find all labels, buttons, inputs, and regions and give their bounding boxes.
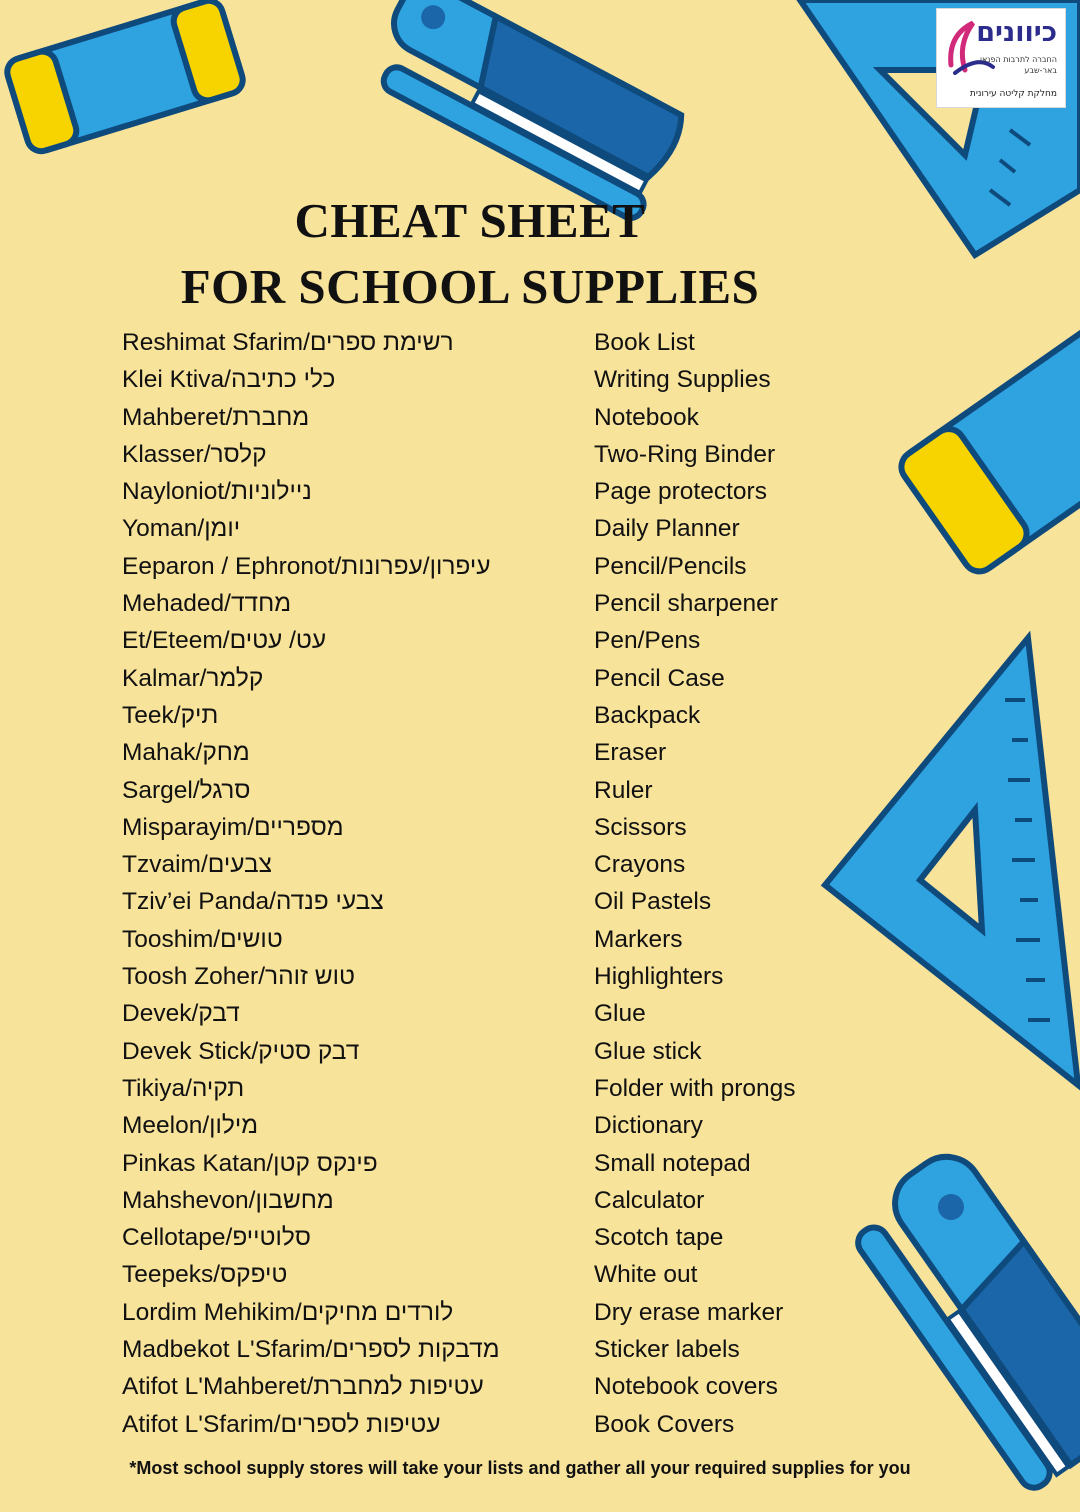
english-term: Glue stick xyxy=(594,1037,702,1065)
list-item xyxy=(0,510,1080,547)
list-item xyxy=(0,995,1080,1032)
english-term: Pencil sharpener xyxy=(594,590,778,618)
hebrew-term: מחברת/Mahberet xyxy=(122,403,310,431)
english-term: Eraser xyxy=(594,739,667,767)
list-item xyxy=(0,921,1080,958)
hebrew-term: ניילוניות/Nayloniot xyxy=(122,478,312,506)
english-term: Backpack xyxy=(594,701,701,729)
hebrew-term: מילון/Meelon xyxy=(122,1112,259,1140)
list-item xyxy=(0,1070,1080,1107)
list-item xyxy=(0,1219,1080,1256)
hebrew-term: טוש זוהר/Toosh Zoher xyxy=(122,963,355,991)
list-item xyxy=(0,846,1080,883)
english-term: Book Covers xyxy=(594,1410,735,1438)
english-term: Highlighters xyxy=(594,963,724,991)
hebrew-term: תקיה/Tikiya xyxy=(122,1074,245,1102)
english-term: Pen/Pens xyxy=(594,627,701,655)
list-item xyxy=(0,473,1080,510)
hebrew-term: צבעי פנדה/Tziv’ei Panda xyxy=(122,888,384,916)
hebrew-term: מספריים/Misparayim xyxy=(122,813,344,841)
hebrew-term: דבק סטיק/Devek Stick xyxy=(122,1037,360,1065)
hebrew-term: מחק/Mahak xyxy=(122,739,250,767)
english-term: Small notepad xyxy=(594,1149,751,1177)
list-item xyxy=(0,585,1080,622)
hebrew-term: כלי כתיבה/Klei Ktiva xyxy=(122,366,336,394)
english-term: Markers xyxy=(594,925,683,953)
list-item xyxy=(0,1331,1080,1368)
hebrew-term: רשימת ספרים/Reshimat Sfarim xyxy=(122,329,454,356)
hebrew-term: יומן/Yoman xyxy=(122,515,241,543)
list-item xyxy=(0,734,1080,771)
hebrew-term: צבעים/Tzvaim xyxy=(122,851,273,879)
english-term: Scissors xyxy=(594,813,687,841)
english-term: Sticker labels xyxy=(594,1336,740,1364)
list-item xyxy=(0,772,1080,809)
hebrew-term: פינקס קטן/Pinkas Katan xyxy=(122,1149,378,1177)
english-term: Dictionary xyxy=(594,1112,703,1140)
hebrew-term: עט/ עטים/Et/Eteem xyxy=(122,627,327,655)
english-term: Notebook xyxy=(594,403,699,431)
hebrew-term: תיק/Teek xyxy=(122,701,219,729)
hebrew-term: מדבקות לספרים/Madbekot L'Sfarim xyxy=(122,1336,500,1364)
english-term: Glue xyxy=(594,1000,646,1028)
list-item xyxy=(0,1294,1080,1331)
hebrew-term: מחשבון/Mahshevon xyxy=(122,1186,334,1214)
english-term: Daily Planner xyxy=(594,515,740,543)
hebrew-term: לורדים מחיקים/Lordim Mehikim xyxy=(122,1298,454,1326)
list-item xyxy=(0,1406,1080,1443)
english-term: White out xyxy=(594,1261,698,1289)
list-item xyxy=(0,622,1080,659)
english-term: Dry erase marker xyxy=(594,1298,784,1326)
list-item xyxy=(0,1033,1080,1070)
list-item xyxy=(0,958,1080,995)
list-item xyxy=(0,361,1080,398)
hebrew-term: עיפרון/עפרונות/Eeparon / Ephronot xyxy=(122,552,491,580)
logo xyxy=(936,8,1066,108)
english-term: Two-Ring Binder xyxy=(594,440,776,468)
list-item xyxy=(0,1256,1080,1293)
hebrew-term: קלמר/Kalmar xyxy=(122,664,264,692)
hebrew-term: סלוטייפ/Cellotape xyxy=(122,1224,311,1252)
english-term: Notebook covers xyxy=(594,1373,778,1401)
hebrew-term: עטיפות למחברת/Atifot L'Mahberet xyxy=(122,1373,484,1401)
list-item xyxy=(0,1368,1080,1405)
english-term: Calculator xyxy=(594,1186,705,1214)
hebrew-term: טיפקס/Teepeks xyxy=(122,1261,288,1289)
list-item xyxy=(0,883,1080,920)
logo-city: באר-שבע xyxy=(1024,66,1057,75)
hebrew-term: קלסר/Klasser xyxy=(122,440,267,468)
vocabulary-list xyxy=(0,324,1080,1443)
hebrew-term: סרגל/Sargel xyxy=(122,776,251,804)
list-item xyxy=(0,1145,1080,1182)
logo-tagline: החברה לתרבות הפנאי xyxy=(980,55,1057,64)
list-item xyxy=(0,1182,1080,1219)
english-term: Scotch tape xyxy=(594,1224,724,1252)
english-term: Pencil/Pencils xyxy=(594,552,747,580)
hebrew-term: מחדד/Mehaded xyxy=(122,590,292,618)
english-term: Crayons xyxy=(594,851,686,879)
eraser-icon xyxy=(4,0,246,155)
english-term: Page protectors xyxy=(594,478,767,506)
list-item xyxy=(0,1107,1080,1144)
english-term: Oil Pastels xyxy=(594,888,712,916)
hebrew-term: עטיפות לספרים/Atifot L'Sfarim xyxy=(122,1410,441,1438)
list-item xyxy=(0,399,1080,436)
list-item xyxy=(0,436,1080,473)
stapler-icon xyxy=(362,0,690,222)
list-item xyxy=(0,548,1080,585)
footnote: *Most school supply stores will take your lists and gather all your required supplies for you xyxy=(129,1458,911,1478)
page-title-line2: FOR SCHOOL SUPPLIES xyxy=(180,259,760,314)
hebrew-term: טושים/Tooshim xyxy=(122,925,283,953)
logo-name: כיוונים xyxy=(976,17,1057,48)
english-term: Pencil Case xyxy=(594,664,725,692)
english-term: Book List xyxy=(594,329,695,356)
english-term: Writing Supplies xyxy=(594,366,771,394)
list-item xyxy=(0,697,1080,734)
page-title-line1: CHEAT SHEET xyxy=(294,193,646,248)
hebrew-term: דבק/Devek xyxy=(122,1000,240,1028)
english-term: Ruler xyxy=(594,776,653,804)
list-item xyxy=(0,660,1080,697)
list-item xyxy=(0,324,1080,361)
english-term: Folder with prongs xyxy=(594,1074,796,1102)
logo-department: מחלקת קליטה עירונית xyxy=(969,89,1057,99)
list-item xyxy=(0,809,1080,846)
